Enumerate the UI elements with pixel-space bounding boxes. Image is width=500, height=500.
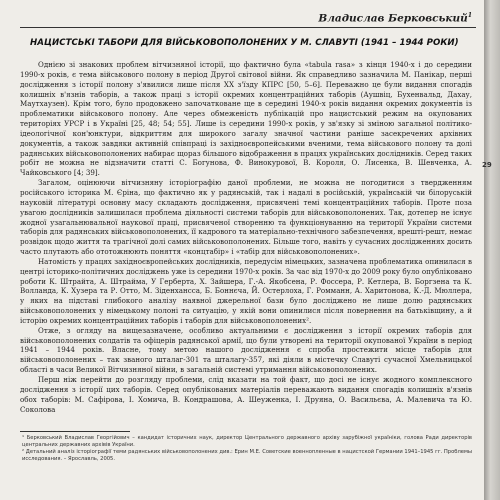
article-body xyxy=(20,60,472,414)
author-footnote-mark: 1 xyxy=(467,12,472,19)
paragraph: Загалом, оцінюючи вітчизняну історіографію даної проблеми, не можна не погодитися з твердженням російського історика М. Єріна, що фактично як у радянській, так і надалі в російській, українській чи білоруській науковій літературі основну масу складають дослідження, присвячені темі концентраційних таборів. Проте поза увагою дослідників залишилася проблема діяльності системи таборів для військовополонених. Так, дотепер не існує жодної узагальнювальної наукової праці, присвяченої створенню та функціонуванню на території України системи таборів для радянських військовополонених, її кадрового та матеріально-технічного забезпечення, врешті-решт, немає розвідок щодо життя та трагічної долі самих військовополонених. Більше того, навіть у сучасних дослідженнях досить часто плутають або ототожнюють поняття «концтабір» і «табір для військовополонених». xyxy=(20,178,472,257)
footnotes xyxy=(22,435,472,463)
paragraph: Отже, з огляду на вищезазначене, особливо актуальними є дослідження з історії окремих таборів для військовополонених солдатів та офіцерів радянської армії, що були утворені на території окупованої України в період 1941 – 1944 років. Власне, тому метою нашого дослідження є спроба простежити місце таборів для військовополонених – так званого шталаг-301 та шталагу-357, які діяли в містечку Славуті сучасної Хмельницької області в часи Великої Вітчизняної війни, в загальній системі утримання військовополонених. xyxy=(20,325,472,375)
paragraph: Перш ніж перейти до розгляду проблеми, слід вказати на той факт, що досі не існує жодного комплексного дослідження з історії цих таборів. Серед опублікованих матеріалів переважають видання спогадів колишніх в'язнів обох таборів: М. Сафірова, І. Хомича, В. Кондрашова, А. Шеуженка, І. Друяна, О. Васильєва, А. Малевича та Ю. Соколова xyxy=(20,375,472,414)
running-header-author xyxy=(236,12,472,25)
author-name: Владислав Берковський xyxy=(318,12,468,25)
page-number: 29 xyxy=(482,161,492,169)
footnote: ¹ Берковський Владислав Георгійович – кандидат історичних наук, директор Центрального державного архіву зарубіжної україніки, голова Ради директорів центральних державних архівів України. xyxy=(22,435,472,449)
footnote-rule xyxy=(20,431,130,432)
footnote: ² Детальний аналіз історіографії теми радянських військовополонених див.: Ерин М.Е. Советские военнопленные в нацистской Германии 1941–1945 гг. Проблемы исследования. – Ярославль, 2005. xyxy=(22,449,472,463)
paragraph: Однією зі знакових проблем вітчизняної історії, що фактично була «tabula rasa» з кінця 1940-х і до середини 1990-х років, є тема військового полону в період Другої світової війни. Як справедливо зазначила М. Панікар, перші дослідження з історії полону з'явилися лише після XX з'їзду КПРС [50, 5–6]. Переважно це були видання спогадів колишніх в'язнів таборів, а також праці з історії окремих концентраційних таборів (Аушвіц, Бухенвальд, Дахау, Маутхаузен). Крім того, було продовжено започатковане ще в середині 1940-х років видання окремих документів із проблематики військового полону. Але через обмеженість публікацій про нацистський режим на окупованих територіях УРСР і в Україні [25, 48; 54; 55]. Лише із середини 1990-х років, у зв'язку зі зміною загальної політико-ідеологічної кон'юнктури, відкриттям для широкого загалу значної частини раніше засекречених архівних документів, а також завдяки активній співпраці із західноєвропейськими вченими, тема військового полону та долі радянських військовополонених набирає щораз більшого відображення в працях українських дослідників. Серед таких робіт не можна не відзначити статті С. Богунова, Ф. Винокурової, В. Короля, О. Лисенка, В. Шевченка, А. Чайковського [4; 39]. xyxy=(20,60,472,178)
paragraph: Натомість у працях західноєвропейських дослідників, передусім німецьких, зазначена проблематика опинилася в центрі історико-політичних досліджень уже із середини 1970-х років. За час від 1970-х до 2009 року було опубліковано роботи К. Штрайта, А. Штрайма, У Герберта, Х. Зайшера, Г.-А. Якобсена, Р. Фоссера, Р. Кетлера, В. Боргзена та К. Волланда, К. Хузера та Р. Отто, М. Зіденхансса, Б. Боннєча, Й. Остерлоха, Г. Ромманн, А. Харитонова, К.-Д. Мюллера, у яких на підставі глибокого аналізу наявної джерельної бази було досліджено не лише долю радянських військовополонених у німецькому полоні та ситуацію, у якій вони опинилися після повернення на батьківщину, а й історію окремих концентраційних таборів і таборів для військовополонених². xyxy=(20,256,472,325)
header-rule xyxy=(20,27,476,28)
page-edge xyxy=(484,0,500,500)
article-title: НАЦИСТСЬКІ ТАБОРИ ДЛЯ ВІЙСЬКОВОПОЛОНЕНИХ У М. СЛАВУТІ (1941 – 1944 РОКИ) xyxy=(30,38,459,48)
